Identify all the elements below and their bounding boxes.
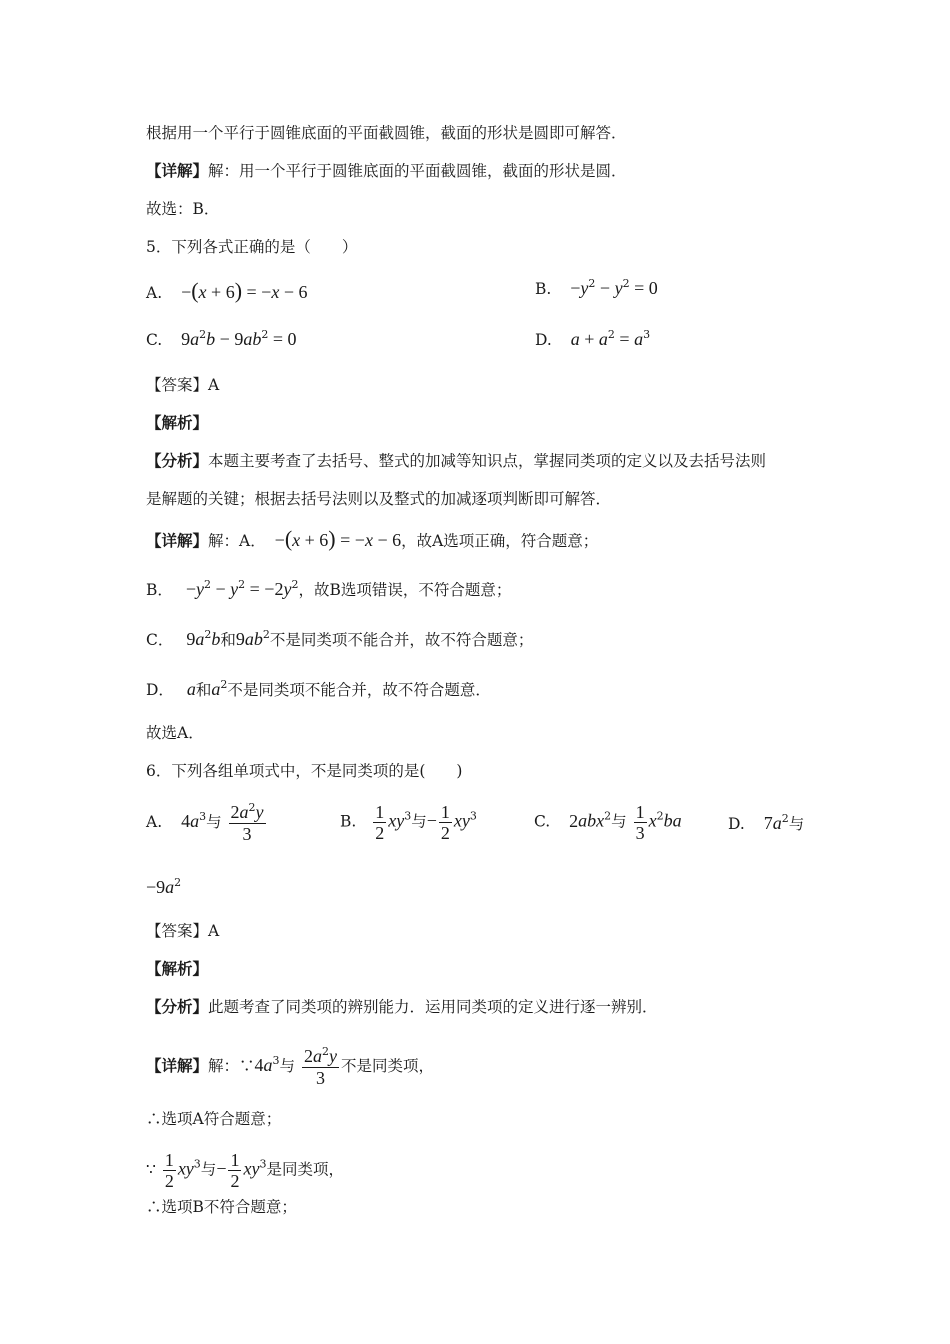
line-text: 本题主要考查了去括号、整式的加减等知识点，掌握同类项的定义以及去括号法则: [208, 452, 767, 470]
text-line: 【详解】解：A． −(x + 6) = −x − 6，故A选项正确，符合题意；: [146, 526, 599, 551]
text-line: [146, 996, 658, 1018]
connector-word: 与: [279, 1057, 296, 1075]
option-label: B.: [535, 280, 552, 298]
text-line: ∴选项A符合题意；: [146, 1110, 282, 1128]
line-text: 解：∵: [208, 1057, 255, 1075]
option-label: A.: [146, 284, 163, 302]
q6-option-a: A. $4a^3$与 $\frac{2a^2y}{3}$: [146, 801, 264, 844]
text-line: 故选：B．: [146, 200, 220, 218]
line-text: 解：A．: [208, 532, 266, 550]
section-tag: 【分析】: [146, 997, 209, 1016]
text-line: [146, 160, 627, 182]
text-line: ∴选项B不符合题意；: [146, 1198, 297, 1216]
section-tag: 【详解】: [146, 161, 209, 180]
section-tag: 【详解】: [146, 531, 209, 550]
text-line: 故选A．: [146, 724, 204, 742]
text-line: B． $-y^2 - y^2 = -2y^2$，故B选项错误，不符合题意；: [146, 578, 512, 599]
question-5: 5．下列各式正确的是（ ）: [146, 238, 358, 256]
line-text: 不是同类项，: [340, 1057, 434, 1075]
connector-word: 与: [611, 812, 627, 831]
q5-option-b: B. $-y^2 - y^2 = 0$: [535, 277, 658, 298]
text-line: D． a和$a^2$不是同类项不能合并，故不符合题意．: [146, 678, 491, 699]
q5-option-a: A. −(x + 6) = −x − 6: [146, 278, 308, 303]
line-text: 和: [195, 681, 212, 699]
q6-option-b: B. $\frac{1}{2}$ $xy^3$与− $\frac{1}{2}$ $xy^3$: [340, 802, 477, 843]
analysis-heading-6: 【解析】: [146, 959, 209, 978]
option-label: D.: [728, 815, 745, 833]
line-text: C．: [146, 631, 174, 649]
option-label: D.: [535, 331, 552, 349]
option-label: C.: [534, 812, 551, 831]
line-text: ∵: [146, 1160, 156, 1179]
line-text: B．: [146, 581, 173, 599]
q6-option-d: D. $7a^2$与: [728, 812, 805, 833]
line-text: D．: [146, 681, 174, 699]
text-line: 【详解】解：$\because 4a^3$与 $\frac{2a^2y}{3}$ 不是同类项，: [146, 1045, 434, 1088]
line-text: 此题考查了同类项的辨别能力．运用同类项的定义进行逐一辨别．: [208, 998, 658, 1016]
line-text: 和: [220, 631, 236, 649]
option-label: C.: [146, 331, 163, 349]
q6-option-d-continued: $-9a^2$: [146, 876, 182, 897]
analysis-heading-5: 【解析】: [146, 413, 209, 432]
connector-word: 与: [411, 812, 427, 831]
connector-word: 与: [788, 815, 805, 833]
q6-option-c: C. 2abx$^2$与 $\frac{1}{3}$ $x^2ba$: [534, 802, 682, 843]
q5-option-c: C. $9a^2b - 9ab^2 = 0$: [146, 328, 297, 349]
answer-5: 【答案】A: [146, 376, 220, 394]
connector-word: 与: [200, 1160, 217, 1179]
text-line: 是解题的关键；根据去括号法则以及整式的加减逐项判断即可解答．: [146, 490, 612, 508]
section-tag: 【详解】: [146, 1056, 209, 1075]
connector-word: 与: [206, 813, 222, 831]
line-text: 不是同类项不能合并，故不符合题意；: [269, 631, 534, 649]
option-label: A.: [146, 813, 163, 831]
q5-option-d: D. $a + a^2 = a^3$: [535, 328, 651, 349]
line-text: ，故A选项正确，符合题意；: [401, 532, 599, 550]
answer-6: 【答案】A: [146, 922, 220, 940]
text-line: C． $9a^2b$和$9ab^2$不是同类项不能合并，故不符合题意；: [146, 628, 534, 649]
text-line: [146, 450, 766, 472]
line-text: 解：用一个平行于圆锥底面的平面截圆锥，截面的形状是圆．: [208, 162, 627, 180]
option-label: B.: [340, 812, 357, 831]
line-text: ，故B选项错误，不符合题意；: [298, 581, 512, 599]
line-text: 是同类项，: [266, 1160, 344, 1179]
text-line: ∵ $\frac{1}{2}$ $xy^3$与− $\frac{1}{2}$ $xy^3$是同类项，: [146, 1150, 344, 1191]
line-text: 不是同类项不能合并，故不符合题意．: [227, 681, 491, 699]
section-tag: 【分析】: [146, 451, 209, 470]
question-6: 6．下列各组单项式中，不是同类项的是( ): [146, 762, 463, 780]
text-line: 根据用一个平行于圆锥底面的平面截圆锥，截面的形状是圆即可解答．: [146, 124, 627, 142]
